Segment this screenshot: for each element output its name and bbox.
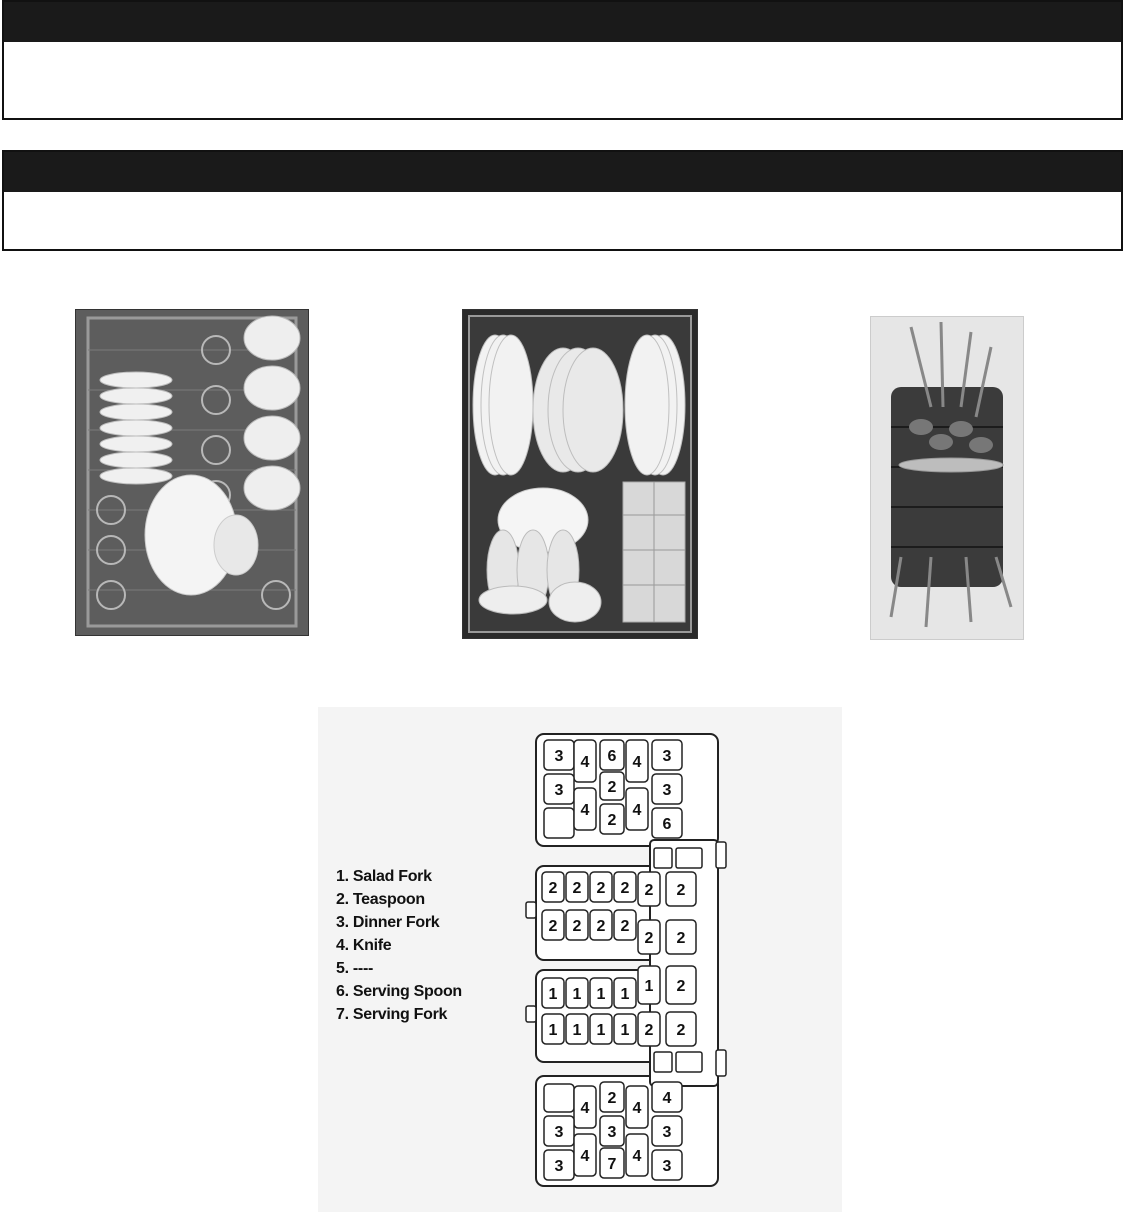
silverware-basket-photo: [870, 316, 1024, 640]
basket-slot-label: 4: [580, 754, 590, 771]
basket-slot-label: 4: [632, 1148, 642, 1165]
basket-slot-label: 2: [676, 978, 686, 995]
upper-rack-photo: [75, 309, 309, 636]
basket-slot-label: 4: [580, 1148, 590, 1165]
basket-slot-label: 3: [662, 782, 672, 799]
basket-slot-label: 1: [620, 986, 630, 1003]
basket-slot-label: 1: [644, 978, 654, 995]
basket-slot-label: 2: [620, 918, 630, 935]
legend-item: 2. Teaspoon: [336, 891, 425, 908]
basket-slot-label: 4: [632, 1100, 642, 1117]
legend-item: 3. Dinner Fork: [336, 914, 440, 931]
lower-rack-photo: [462, 309, 698, 639]
basket-slot-label: 3: [662, 748, 672, 765]
basket-slot-label: 1: [572, 1022, 582, 1039]
header-box-1: [2, 0, 1123, 120]
basket-slot-label: 3: [662, 1124, 672, 1141]
basket-slot-label: 3: [607, 1124, 617, 1141]
basket-slot-label: 2: [607, 779, 617, 796]
basket-slot-label: 3: [554, 1158, 564, 1175]
basket-slot-label: 2: [607, 812, 617, 829]
basket-slot-label: 2: [644, 930, 654, 947]
header-bar-2: [4, 152, 1121, 192]
header-bar-1: [4, 2, 1121, 42]
header-box-2: [2, 150, 1123, 251]
basket-slot-label: 2: [676, 1022, 686, 1039]
basket-slot-label: 7: [607, 1156, 617, 1173]
basket-slot-label: 2: [676, 930, 686, 947]
basket-slot-label: 1: [572, 986, 582, 1003]
basket-slot-label: 1: [548, 986, 558, 1003]
basket-slot-label: 2: [596, 918, 606, 935]
basket-slot-empty: [544, 808, 574, 838]
basket-slot-label: 2: [572, 880, 582, 897]
basket-slot-label: 4: [580, 1100, 590, 1117]
legend-item: 1. Salad Fork: [336, 868, 432, 885]
basket-slot-empty: [544, 1084, 574, 1112]
basket-slot-label: 1: [548, 1022, 558, 1039]
basket-slot-label: 3: [554, 748, 564, 765]
legend-item: 4. Knife: [336, 937, 392, 954]
basket-slot-label: 2: [644, 1022, 654, 1039]
basket-slot-label: 3: [662, 1158, 672, 1175]
utensil-legend: [336, 865, 462, 1026]
basket-slot-label: 1: [620, 1022, 630, 1039]
basket-slot-label: 6: [607, 748, 617, 765]
basket-slot-label: 4: [662, 1090, 672, 1107]
basket-slot-label: 4: [580, 802, 590, 819]
basket-slot-label: 2: [596, 880, 606, 897]
basket-slot-label: 2: [548, 918, 558, 935]
legend-item: 7. Serving Fork: [336, 1006, 448, 1023]
basket-slot-label: 2: [676, 882, 686, 899]
basket-slot-label: 4: [632, 802, 642, 819]
basket-slot-label: 2: [644, 882, 654, 899]
basket-slot-label: 4: [632, 754, 642, 771]
basket-slot-label: 2: [572, 918, 582, 935]
basket-slot-label: 1: [596, 986, 606, 1003]
basket-slot-label: 2: [548, 880, 558, 897]
basket-slot-label: 6: [662, 816, 672, 833]
legend-item: 5. ----: [336, 960, 374, 977]
basket-slot-label: 3: [554, 1124, 564, 1141]
basket-slot-label: 1: [596, 1022, 606, 1039]
silverware-basket-diagram: [520, 730, 740, 1190]
basket-slot-label: 2: [620, 880, 630, 897]
basket-slot-label: 2: [607, 1090, 617, 1107]
legend-item: 6. Serving Spoon: [336, 983, 462, 1000]
basket-slot-label: 3: [554, 782, 564, 799]
